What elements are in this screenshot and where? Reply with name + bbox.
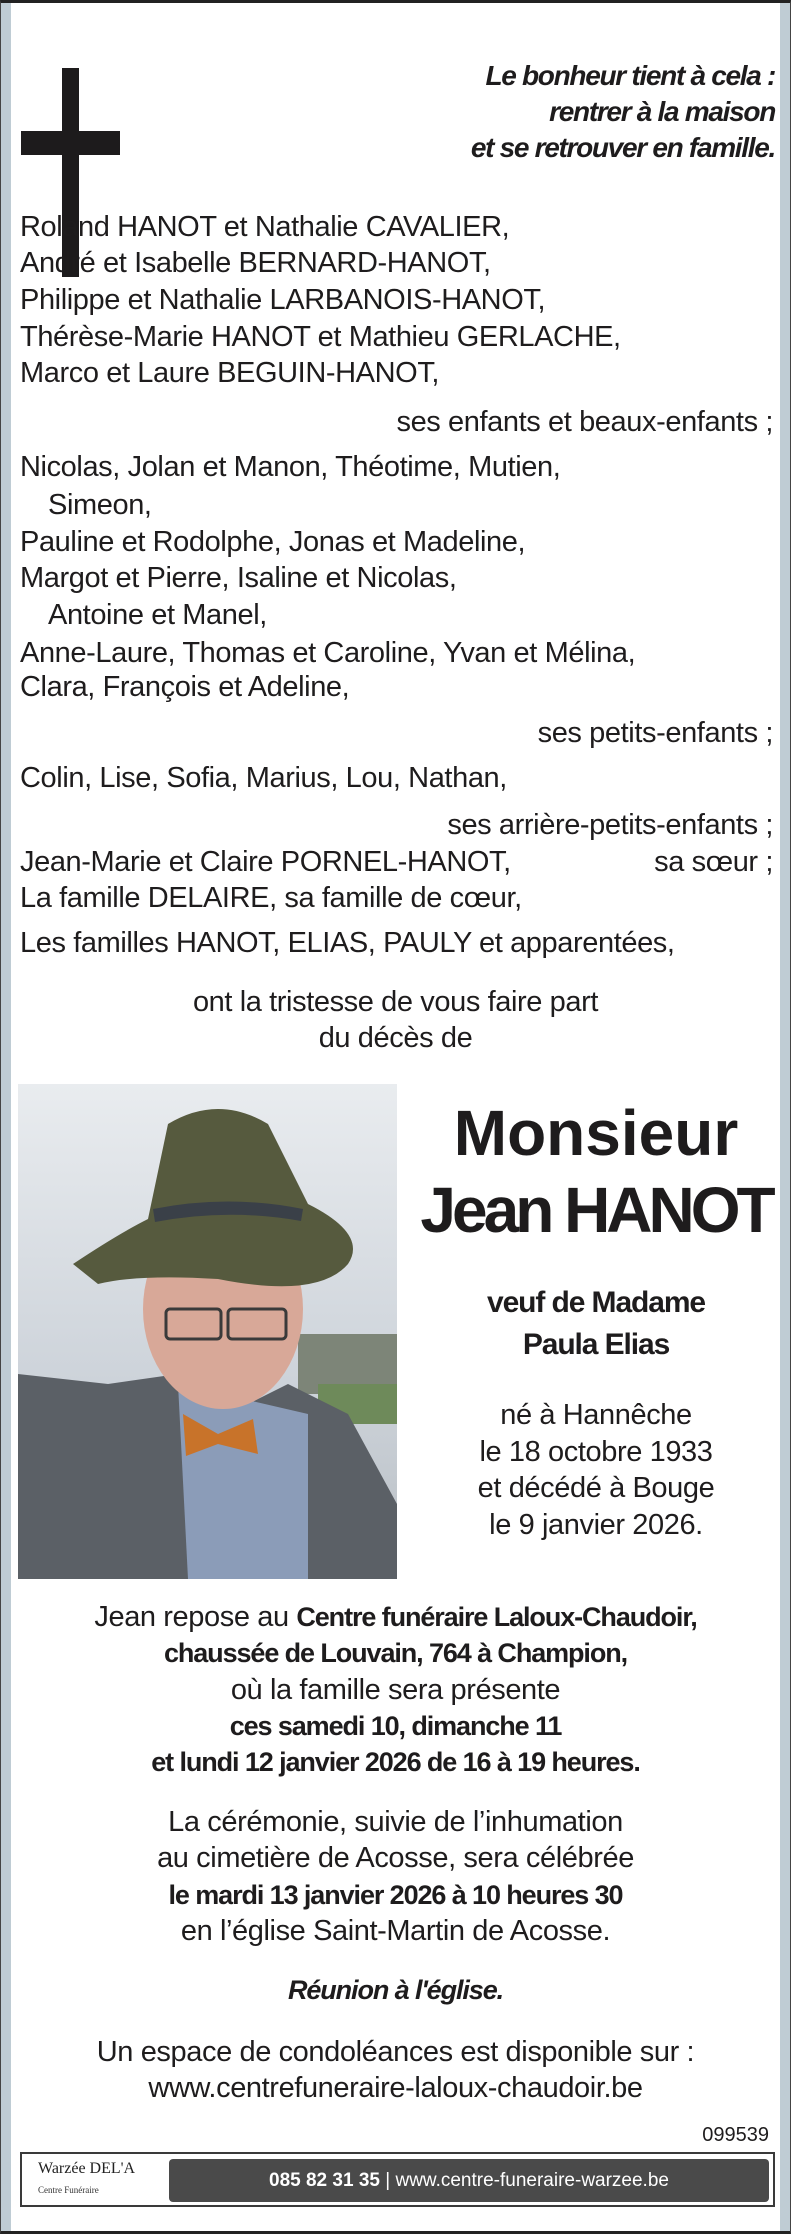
rest-line xyxy=(0,1599,791,1635)
grandchild-line: Clara, François et Adeline, xyxy=(20,671,350,703)
reference-number: 099539 xyxy=(702,2124,769,2146)
ceremony-church: en l’église Saint-Martin de Acosse. xyxy=(180,1915,611,1947)
condolences-text: Un espace de condoléances est disponible sur : xyxy=(96,2036,695,2068)
birth-death-line: le 18 octobre 1933 xyxy=(479,1436,713,1468)
ceremony-date: le mardi 13 janvier 2026 à 10 heures 30 xyxy=(168,1880,623,1910)
grandchildren-label: ses petits-enfants ; xyxy=(537,717,773,749)
announce-line: du décès de xyxy=(318,1022,473,1054)
rest-address: chaussée de Louvain, 764 à Champion, xyxy=(163,1638,628,1668)
widower-line: Paula Elias xyxy=(522,1328,670,1361)
child-line: Philippe et Nathalie LARBANOIS-HANOT, xyxy=(20,284,546,316)
child-line: André et Isabelle BERNARD-HANOT, xyxy=(20,247,491,279)
funeral-home-banner xyxy=(20,2152,775,2207)
deceased-name: Jean HANOT xyxy=(420,1174,772,1246)
rest-days: ces samedi 10, dimanche 11 xyxy=(229,1711,562,1741)
grandchild-line: Simeon, xyxy=(48,489,152,521)
phone-number[interactable]: 085 82 31 35 xyxy=(269,2170,380,2191)
deceased-portrait-photo xyxy=(18,1084,397,1579)
epigraph-quote xyxy=(471,58,775,166)
child-line: Thérèse-Marie HANOT et Mathieu GERLACHE, xyxy=(20,321,621,353)
children-label: ses enfants et beaux-enfants ; xyxy=(396,406,773,438)
meeting-note: Réunion à l'église. xyxy=(287,1975,504,2005)
grandchild-line: Pauline et Rodolphe, Jonas et Madeline, xyxy=(20,526,526,558)
website-link[interactable]: www.centre-funeraire-warzee.be xyxy=(395,2170,669,2191)
families-line: Les familles HANOT, ELIAS, PAULY et apparentées, xyxy=(20,927,675,959)
grandchild-line: Antoine et Manel, xyxy=(48,599,267,631)
grandchild-line: Margot et Pierre, Isaline et Nicolas, xyxy=(20,562,457,594)
grandchild-line: Nicolas, Jolan et Manon, Théotime, Mutien, xyxy=(20,451,561,483)
condolences-url[interactable]: www.centrefuneraire-laloux-chaudoir.be xyxy=(148,2072,643,2104)
rest-hours: et lundi 12 janvier 2026 de 16 à 19 heures. xyxy=(151,1747,640,1777)
birth-death-line: le 9 janvier 2026. xyxy=(489,1509,703,1541)
sister-line: Jean-Marie et Claire PORNEL-HANOT, xyxy=(20,846,511,878)
birth-death-line: et décédé à Bouge xyxy=(477,1472,715,1504)
deceased-title: Monsieur xyxy=(453,1097,739,1169)
great-grandchildren-line: Colin, Lise, Sofia, Marius, Lou, Nathan, xyxy=(20,762,507,794)
child-line: Marco et Laure BEGUIN-HANOT, xyxy=(20,357,440,389)
announce-line: ont la tristesse de vous faire part xyxy=(192,986,599,1018)
quote-line: et se retrouver en famille. xyxy=(470,132,775,163)
contact-bar xyxy=(169,2159,769,2202)
rest-intro: Jean repose au xyxy=(94,1601,297,1633)
rest-place: Centre funéraire Laloux-Chaudoir, xyxy=(296,1602,697,1632)
ceremony-line: La cérémonie, suivie de l’inhumation xyxy=(168,1806,623,1838)
great-grandchildren-label: ses arrière-petits-enfants ; xyxy=(447,809,773,841)
family-heart-line: La famille DELAIRE, sa famille de cœur, xyxy=(20,882,522,914)
funeral-home-logo-subtitle: Centre Funéraire xyxy=(38,2185,99,2195)
funeral-home-logo: Warzée DEL'A xyxy=(38,2160,136,2177)
sister-label: sa sœur ; xyxy=(654,846,773,878)
ceremony-line: au cimetière de Acosse, sera célébrée xyxy=(157,1842,634,1874)
child-line: Roland HANOT et Nathalie CAVALIER, xyxy=(20,211,510,243)
birth-death-line: né à Hannêche xyxy=(500,1399,692,1431)
quote-line: rentrer à la maison xyxy=(549,96,775,127)
rest-family-present: où la famille sera présente xyxy=(230,1674,561,1706)
separator: | xyxy=(385,2170,391,2191)
cross-horizontal-bar xyxy=(21,131,120,155)
grandchild-line: Anne-Laure, Thomas et Caroline, Yvan et Mélina, xyxy=(20,637,636,669)
widower-line: veuf de Madame xyxy=(486,1286,705,1319)
quote-line: Le bonheur tient à cela : xyxy=(485,60,775,91)
